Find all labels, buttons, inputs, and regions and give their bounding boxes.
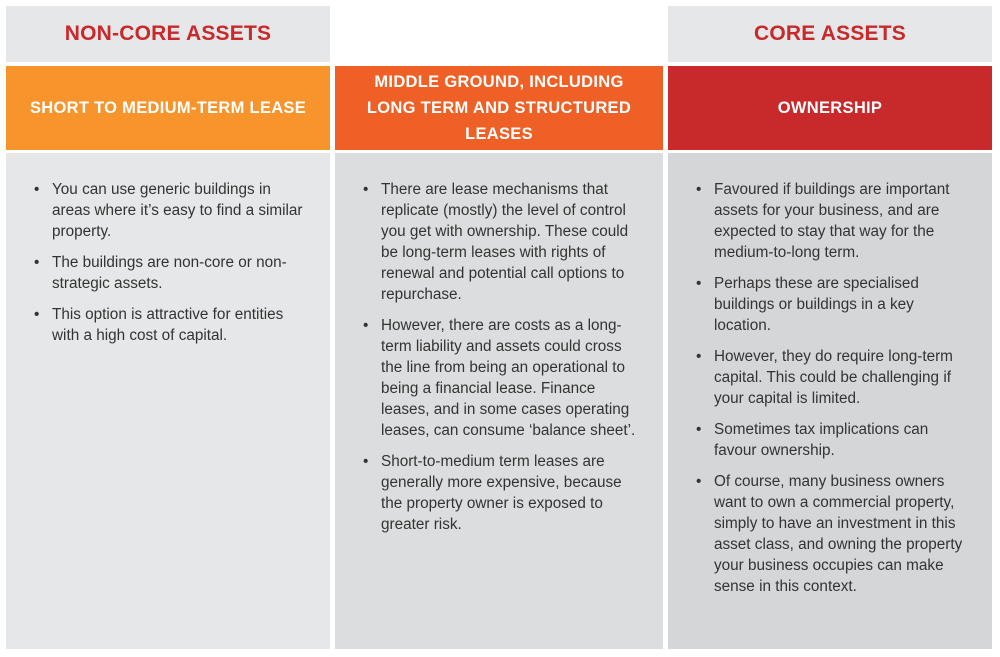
- list-item: • Of course, many business owners want to own a commercial property, simply to have an investment in this asset class, and owning the property your business occupies can make sense in this context.: [694, 471, 972, 597]
- top-label-spacer: [335, 6, 663, 62]
- bullet-list: [361, 179, 643, 535]
- list-item: • This option is attractive for entities with a high cost of capital.: [32, 304, 310, 346]
- column-short-to-medium-term-lease: [6, 153, 330, 649]
- list-item: • Sometimes tax implications can favour ownership.: [694, 419, 972, 461]
- header-short-to-medium-term-lease: [6, 66, 330, 150]
- list-item: • Perhaps these are specialised buildings or buildings in a key location.: [694, 273, 972, 336]
- list-item: • However, they do require long-term capital. This could be challenging if your capital is limited.: [694, 346, 972, 409]
- list-item: • Short-to-medium term leases are generally more expensive, because the property owner is exposed to greater risk.: [361, 451, 643, 535]
- list-item: • The buildings are non-core or non-strategic assets.: [32, 252, 310, 294]
- list-item: • There are lease mechanisms that replicate (mostly) the level of control you get with ownership. These could be long-term leases with rights of renewal and potential call options to repurchase.: [361, 179, 643, 305]
- header-label: SHORT TO MEDIUM-TERM LEASE: [29, 99, 307, 117]
- list-item: • Favoured if buildings are important assets for your business, and are expected to stay that way for the medium-to-long term.: [694, 179, 972, 263]
- header-middle-ground: [335, 66, 663, 150]
- bullet-list: [694, 179, 972, 597]
- list-item: • You can use generic buildings in areas where it’s easy to find a similar property.: [32, 179, 310, 242]
- header-label: MIDDLE GROUND, INCLUDING LONG TERM AND STRUCTURED LEASES: [366, 73, 632, 143]
- header-ownership: [668, 66, 992, 150]
- list-item: • However, there are costs as a long-term liability and assets could cross the line from being an operational to being a financial lease. Finance leases, and in some cases operating leases, can consume ‘balance sheet’.: [361, 315, 643, 441]
- column-ownership: [668, 153, 992, 649]
- bullet-list: [32, 179, 310, 346]
- column-middle-ground: [335, 153, 663, 649]
- header-label: OWNERSHIP: [777, 99, 883, 117]
- non-core-assets-label: NON-CORE ASSETS: [6, 6, 330, 62]
- core-assets-label: CORE ASSETS: [668, 6, 992, 62]
